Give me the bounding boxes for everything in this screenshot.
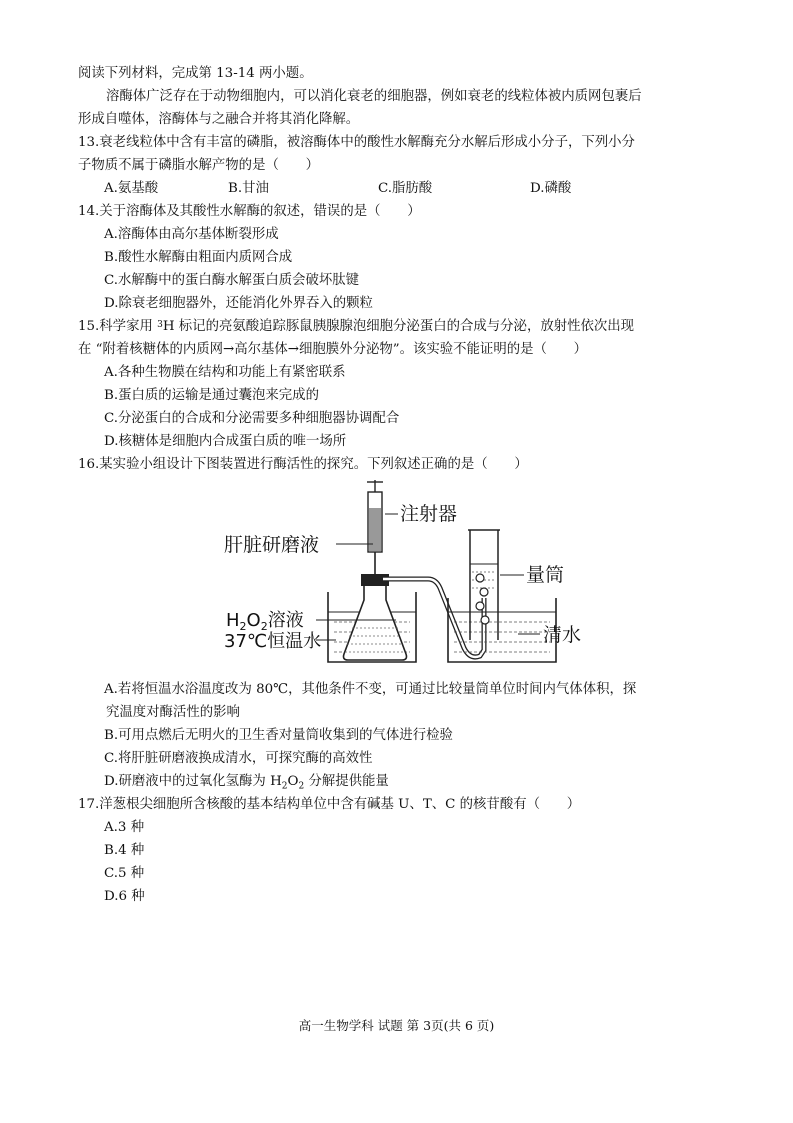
q15-stem-line1 xyxy=(78,317,634,337)
q15-stem-prefix: 15.科学家用 xyxy=(78,319,158,334)
measuring-cylinder xyxy=(468,530,500,640)
q15-stem-suffix: H 标记的亮氨酸追踪豚鼠胰腺腺泡细胞分泌蛋白的合成与分泌，放射性依次出现 xyxy=(162,319,635,334)
h2o2-suffix: 溶液 xyxy=(267,610,304,631)
q13-stem-line2: 子物质不属于磷脂水解产物的是（ ） xyxy=(78,158,320,173)
q16-option-a-line2: 究温度对酶活性的影响 xyxy=(106,705,240,720)
q16-option-d-sub1: 2 xyxy=(281,781,288,792)
q15-option-b: B.蛋白质的运输是通过囊泡来完成的 xyxy=(104,388,319,403)
q15-option-d: D.核糖体是细胞内合成蛋白质的唯一场所 xyxy=(104,434,347,449)
q14-option-b: B.酸性水解酶由粗面内质网合成 xyxy=(104,250,293,265)
h2o2-sub2: 2 xyxy=(260,620,268,633)
q15-option-c: C.分泌蛋白的合成和分泌需要多种细胞器协调配合 xyxy=(104,411,400,426)
q16-stem: 16.某实验小组设计下图装置进行酶活性的探究。下列叙述正确的是（ ） xyxy=(78,457,528,472)
q14-option-c: C.水解酶中的蛋白酶水解蛋白质会破坏肽键 xyxy=(104,273,360,288)
q16-option-d-mid: O xyxy=(287,774,299,789)
q15-isotope-superscript: 3 xyxy=(157,320,163,330)
q13-option-b: B.甘油 xyxy=(228,181,269,196)
q16-option-c: C.将肝脏研磨液换成清水，可探究酶的高效性 xyxy=(104,751,373,766)
q17-option-a: A.3 种 xyxy=(104,820,145,835)
q17-option-c: C.5 种 xyxy=(104,866,145,881)
page-footer: 高一生物学科 试题 第 3页(共 6 页) xyxy=(298,1018,495,1033)
q16-option-d-suffix: 分解提供能量 xyxy=(304,774,389,789)
syringe xyxy=(367,480,383,578)
q13-options xyxy=(104,179,664,199)
material-text-line1: 溶酶体广泛存在于动物细胞内，可以消化衰老的细胞器，例如衰老的线粒体被内质网包裹后 xyxy=(106,89,642,104)
q17-option-b: B.4 种 xyxy=(104,843,145,858)
q16-option-b: B.可用点燃后无明火的卫生香对量筒收集到的气体进行检验 xyxy=(104,728,453,743)
enzyme-experiment-figure xyxy=(218,480,598,670)
q14-option-d: D.除衰老细胞器外，还能消化外界吞入的颗粒 xyxy=(104,296,373,311)
material-text-line2: 形成自噬体，溶酶体与之融合并将其消化降解。 xyxy=(78,112,360,127)
q15-stem-line2: 在 “附着核糖体的内质网→高尔基体→细胞膜外分泌物”。该实验不能证明的是（ ） xyxy=(78,342,588,357)
label-clear-water: 清水 xyxy=(543,624,582,646)
label-h2o2-solution xyxy=(226,610,304,633)
label-liver-homogenate: 肝脏研磨液 xyxy=(224,534,320,556)
h2o2-sub1: 2 xyxy=(239,620,247,633)
q14-option-a: A.溶酶体由高尔基体断裂形成 xyxy=(104,227,279,242)
q13-option-d: D.磷酸 xyxy=(530,181,572,196)
q16-option-a-line1: A.若将恒温水浴温度改为 80℃，其他条件不变，可通过比较量筒单位时间内气体体积，探 xyxy=(104,682,637,697)
q13-option-c: C.脂肪酸 xyxy=(378,181,433,196)
q15-option-a: A.各种生物膜在结构和功能上有紧密联系 xyxy=(104,365,346,380)
label-measuring-cylinder: 量筒 xyxy=(526,564,565,586)
q13-stem-line1: 13.衰老线粒体中含有丰富的磷脂，被溶酶体中的酸性水解酶充分水解后形成小分子，下列小分 xyxy=(78,135,635,150)
q17-stem: 17.洋葱根尖细胞所含核酸的基本结构单位中含有碱基 U、T、C 的核苷酸有（ ） xyxy=(78,797,581,812)
label-constant-temp-bath: 37℃恒温水 xyxy=(224,631,322,652)
q16-option-d-prefix: D.研磨液中的过氧化氢酶为 H xyxy=(104,774,282,789)
material-instruction: 阅读下列材料，完成第 13-14 两小题。 xyxy=(78,66,313,81)
conical-flask xyxy=(344,574,407,660)
h2o2-h: H xyxy=(226,610,240,631)
q14-stem: 14.关于溶酶体及其酸性水解酶的叙述，错误的是（ ） xyxy=(78,204,421,219)
q16-option-d-sub2: 2 xyxy=(298,781,305,792)
q16-option-d xyxy=(104,772,389,797)
h2o2-o: O xyxy=(246,610,261,631)
q17-option-d: D.6 种 xyxy=(104,889,145,904)
label-syringe: 注射器 xyxy=(400,503,458,525)
q13-option-a: A.氨基酸 xyxy=(104,181,159,196)
